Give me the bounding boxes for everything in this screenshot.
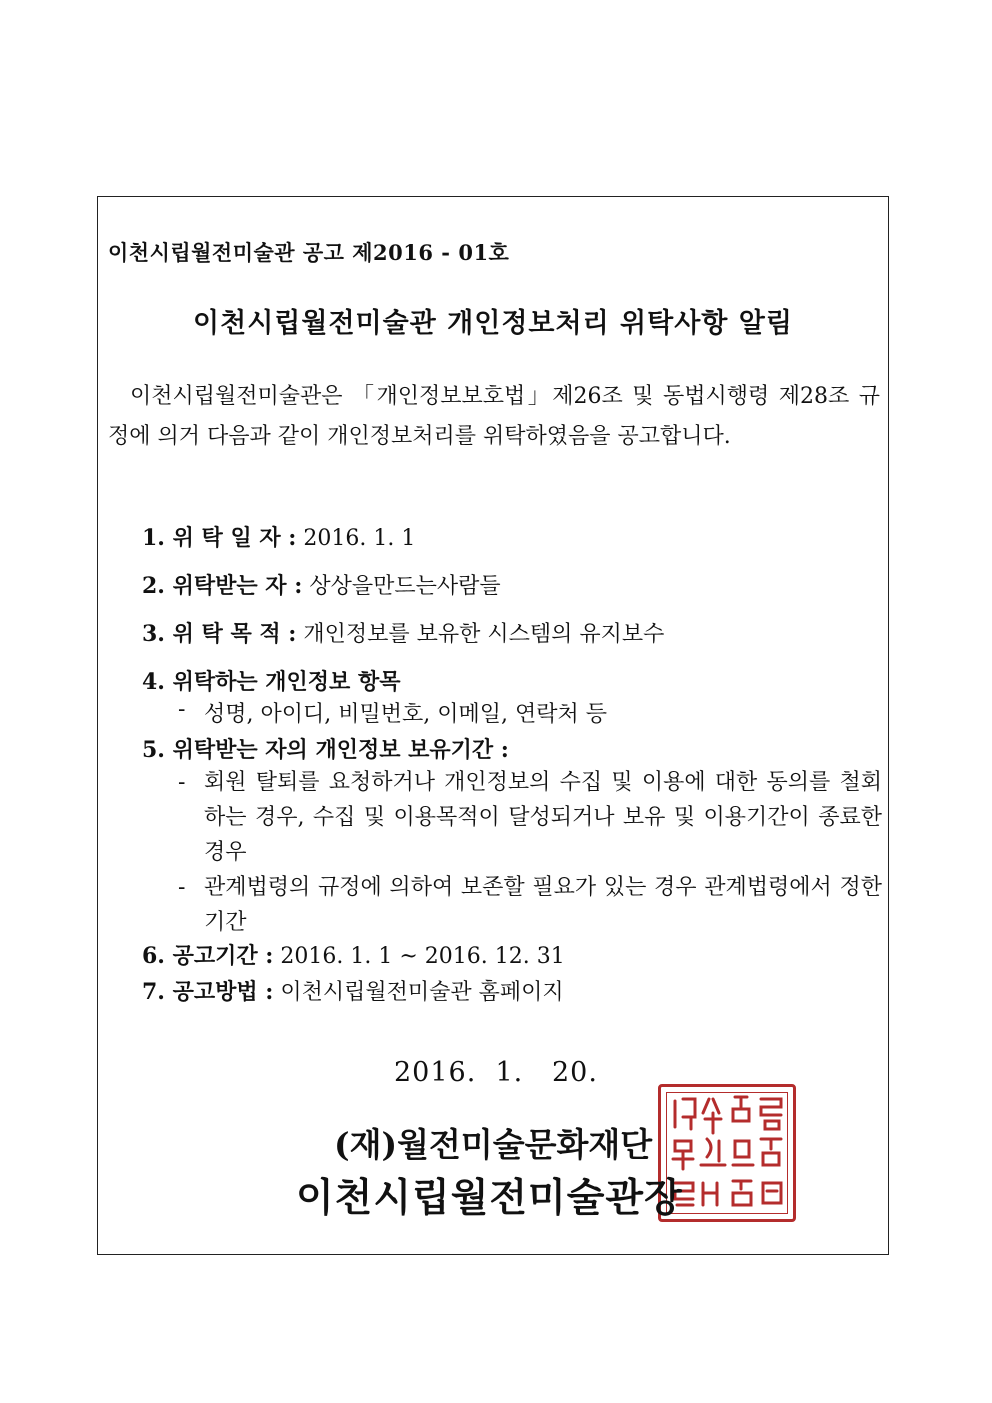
item-consignee	[142, 569, 501, 600]
item-notice-method	[142, 975, 564, 1006]
item-value: 2016. 1. 1	[296, 526, 416, 551]
item-notice-period	[142, 939, 565, 970]
dash: -	[178, 770, 186, 795]
item4-detail	[178, 697, 607, 728]
item-value: 이천시립월전미술관 홈페이지	[273, 980, 564, 1005]
item-label: 7. 공고방법 :	[142, 979, 274, 1005]
item-purpose	[142, 617, 664, 648]
item-personal-data	[142, 665, 400, 696]
dash: -	[178, 875, 186, 900]
organization-name: (재)월전미술문화재단	[334, 1125, 653, 1164]
director-title: 이천시립월전미술관장	[296, 1175, 683, 1221]
notice-frame	[97, 196, 889, 1255]
item5-detail-2	[178, 870, 882, 940]
item-consign-date	[142, 521, 415, 552]
item-label: 2. 위탁받는 자 :	[142, 573, 303, 599]
item-label: 6. 공고기간 :	[142, 943, 274, 969]
item-value: 2016. 1. 1 ~ 2016. 12. 31	[273, 944, 565, 969]
item-label: 4. 위탁하는 개인정보 항목	[142, 669, 401, 695]
item5-detail-text: 회원 탈퇴를 요청하거나 개인정보의 수집 및 이용에 대한 동의를 철회하는 경우, 수집 및 이용목적이 달성되거나 보유 및 이용기간이 종료한 경우	[204, 770, 882, 865]
item5-detail-1	[178, 765, 882, 870]
item-label: 3. 위 탁 목 적 :	[142, 621, 297, 647]
item-value: 상상을만드는사람들	[302, 574, 501, 599]
intro-paragraph	[108, 377, 880, 457]
item-label: 5. 위탁받는 자의 개인정보 보유기간 :	[142, 737, 509, 763]
notice-date: 2016. 1. 20.	[394, 1057, 598, 1088]
intro-text: 이천시립월전미술관은 「개인정보보호법」제26조 및 동법시행령 제28조 규정에 의거 다음과 같이 개인정보처리를 위탁하였음을 공고합니다.	[108, 384, 880, 449]
item4-detail-text: 성명, 아이디, 비밀번호, 이메일, 연락처 등	[204, 702, 607, 727]
item5-detail-text: 관계법령의 규정에 의하여 보존할 필요가 있는 경우 관계법령에서 정한 기간	[204, 875, 882, 935]
item-value: 개인정보를 보유한 시스템의 유지보수	[296, 622, 665, 647]
notice-number: 이천시립월전미술관 공고 제2016 - 01호	[108, 240, 510, 265]
page-title: 이천시립월전미술관 개인정보처리 위탁사항 알림	[193, 308, 793, 339]
item-label: 1. 위 탁 일 자 :	[142, 525, 297, 551]
item-retention-period	[142, 733, 509, 764]
dash: -	[178, 697, 186, 722]
